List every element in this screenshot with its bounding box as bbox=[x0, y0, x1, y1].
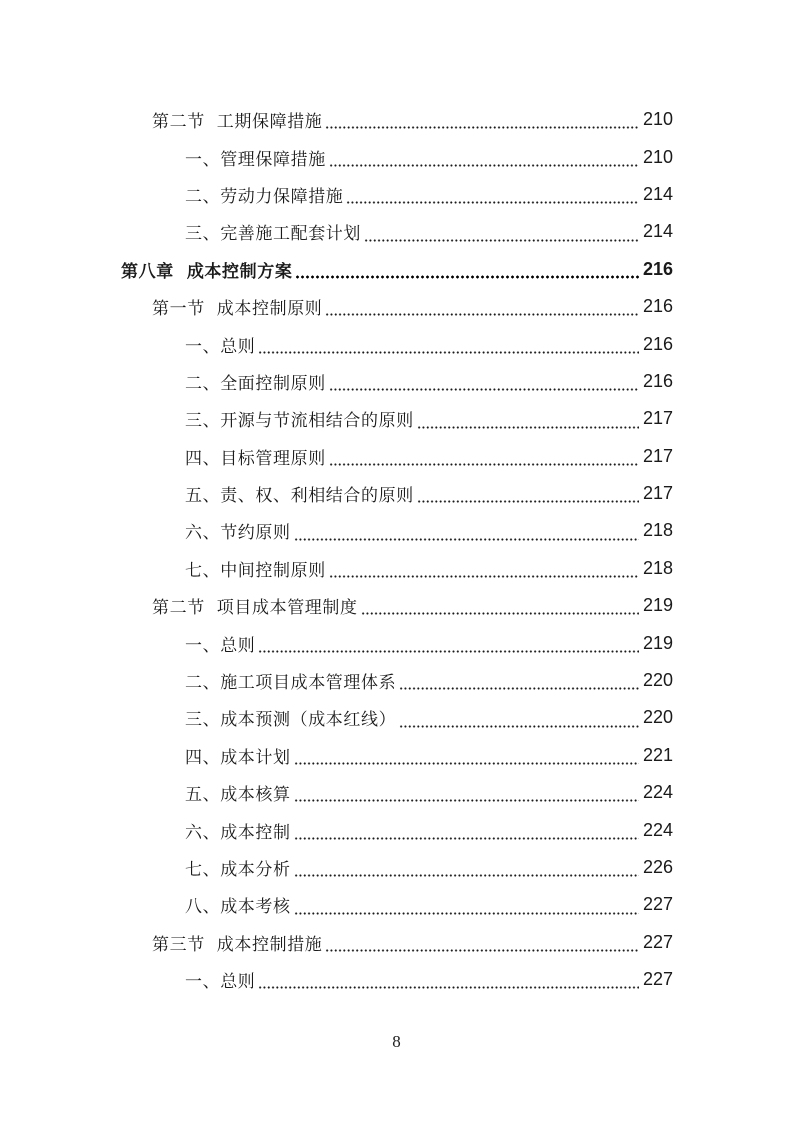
toc-entry-page: 221 bbox=[642, 744, 673, 765]
toc-entry-title: 一、管理保障措施 bbox=[185, 149, 326, 170]
toc-entry-page: 219 bbox=[642, 595, 673, 616]
toc-dot-leader bbox=[294, 860, 639, 877]
toc-entry-page: 220 bbox=[642, 707, 673, 728]
toc-entry-item[interactable] bbox=[0, 176, 793, 213]
toc-entry-title: 三、成本预测（成本红线） bbox=[185, 710, 397, 731]
toc-entry-item[interactable] bbox=[0, 811, 793, 848]
toc-dot-leader bbox=[294, 748, 639, 765]
toc-entry-title: 第八章 成本控制方案 bbox=[121, 261, 293, 282]
toc-entry-title: 三、开源与节流相结合的原则 bbox=[185, 411, 414, 432]
toc-entry-page: 216 bbox=[642, 296, 673, 317]
toc-entry-section[interactable] bbox=[0, 587, 793, 624]
toc-dot-leader bbox=[325, 299, 639, 316]
toc-entry-title: 第一节 成本控制原则 bbox=[152, 299, 323, 320]
toc-entry-title: 第二节 项目成本管理制度 bbox=[152, 598, 358, 619]
toc-entry-item[interactable] bbox=[0, 961, 793, 998]
toc-dot-leader bbox=[325, 935, 639, 952]
toc-entry-item[interactable] bbox=[0, 512, 793, 549]
toc-entry-item[interactable] bbox=[0, 138, 793, 175]
toc-entry-page: 226 bbox=[642, 857, 673, 877]
toc-entry-title: 二、劳动力保障措施 bbox=[185, 186, 344, 207]
toc-entry-item[interactable] bbox=[0, 774, 793, 811]
toc-dot-leader bbox=[294, 785, 639, 802]
toc-dot-leader bbox=[294, 823, 639, 840]
toc-dot-leader bbox=[329, 561, 639, 578]
toc-dot-leader bbox=[329, 150, 639, 167]
toc-dot-leader bbox=[294, 898, 639, 915]
toc-entry-page: 220 bbox=[642, 670, 673, 691]
toc-dot-leader bbox=[258, 972, 639, 989]
toc-entry-title: 一、总则 bbox=[185, 336, 256, 357]
table-of-contents bbox=[0, 101, 793, 998]
toc-entry-page: 217 bbox=[642, 408, 673, 429]
toc-entry-page: 214 bbox=[642, 221, 673, 242]
toc-entry-title: 一、总则 bbox=[185, 635, 256, 656]
toc-entry-title: 六、节约原则 bbox=[185, 523, 291, 544]
toc-entry-item[interactable] bbox=[0, 662, 793, 699]
toc-entry-page: 210 bbox=[642, 109, 673, 130]
toc-dot-leader bbox=[417, 412, 639, 429]
toc-entry-title: 第三节 成本控制措施 bbox=[152, 934, 323, 955]
toc-entry-section[interactable] bbox=[0, 101, 793, 138]
toc-entry-title: 七、中间控制原则 bbox=[185, 560, 326, 581]
toc-entry-page: 216 bbox=[642, 333, 673, 354]
toc-entry-section[interactable] bbox=[0, 924, 793, 961]
toc-entry-title: 四、成本计划 bbox=[185, 747, 291, 768]
toc-entry-title: 四、目标管理原则 bbox=[185, 448, 326, 469]
toc-entry-title: 八、成本考核 bbox=[185, 897, 291, 918]
page-number: 8 bbox=[392, 1032, 401, 1051]
toc-entry-page: 217 bbox=[642, 445, 673, 466]
toc-dot-leader bbox=[295, 262, 639, 279]
toc-dot-leader bbox=[417, 486, 639, 503]
toc-entry-item[interactable] bbox=[0, 475, 793, 512]
toc-entry-item[interactable] bbox=[0, 400, 793, 437]
toc-entry-page: 216 bbox=[642, 370, 673, 391]
toc-entry-item[interactable] bbox=[0, 849, 793, 886]
toc-dot-leader bbox=[325, 112, 639, 129]
toc-entry-title: 一、总则 bbox=[185, 972, 256, 993]
toc-entry-chapter[interactable] bbox=[0, 251, 793, 288]
toc-entry-item[interactable] bbox=[0, 699, 793, 736]
toc-entry-item[interactable] bbox=[0, 363, 793, 400]
toc-dot-leader bbox=[361, 598, 639, 615]
toc-entry-title: 五、责、权、利相结合的原则 bbox=[185, 486, 414, 507]
toc-entry-page: 218 bbox=[642, 520, 673, 541]
toc-entry-item[interactable] bbox=[0, 737, 793, 774]
toc-entry-item[interactable] bbox=[0, 213, 793, 250]
toc-entry-page: 224 bbox=[642, 819, 673, 840]
toc-dot-leader bbox=[329, 374, 639, 391]
toc-entry-title: 五、成本核算 bbox=[185, 785, 291, 806]
toc-entry-title: 六、成本控制 bbox=[185, 822, 291, 843]
toc-dot-leader bbox=[294, 524, 639, 541]
toc-dot-leader bbox=[258, 337, 639, 354]
toc-entry-item[interactable] bbox=[0, 438, 793, 475]
toc-entry-page: 224 bbox=[642, 782, 673, 803]
toc-entry-page: 227 bbox=[642, 931, 673, 952]
toc-dot-leader bbox=[399, 673, 639, 690]
toc-dot-leader bbox=[258, 636, 639, 653]
toc-entry-page: 219 bbox=[642, 632, 673, 653]
toc-entry-item[interactable] bbox=[0, 550, 793, 587]
toc-entry-section[interactable] bbox=[0, 288, 793, 325]
toc-dot-leader bbox=[364, 225, 639, 242]
toc-entry-title: 七、成本分析 bbox=[185, 860, 291, 880]
toc-entry-item[interactable] bbox=[0, 325, 793, 362]
toc-entry-page: 216 bbox=[642, 258, 673, 279]
toc-dot-leader bbox=[399, 711, 639, 728]
toc-entry-page: 214 bbox=[642, 183, 673, 204]
toc-entry-page: 210 bbox=[642, 146, 673, 167]
toc-entry-page: 227 bbox=[642, 969, 673, 990]
toc-entry-page: 217 bbox=[642, 483, 673, 504]
toc-entry-title: 二、全面控制原则 bbox=[185, 373, 326, 394]
toc-entry-item[interactable] bbox=[0, 624, 793, 661]
toc-entry-title: 二、施工项目成本管理体系 bbox=[185, 673, 397, 694]
toc-dot-leader bbox=[329, 449, 639, 466]
toc-dot-leader bbox=[346, 187, 639, 204]
toc-entry-page: 218 bbox=[642, 557, 673, 578]
toc-entry-item[interactable] bbox=[0, 886, 793, 923]
toc-entry-title: 三、完善施工配套计划 bbox=[185, 224, 361, 245]
toc-entry-title: 第二节 工期保障措施 bbox=[152, 112, 323, 133]
toc-entry-page: 227 bbox=[642, 894, 673, 915]
